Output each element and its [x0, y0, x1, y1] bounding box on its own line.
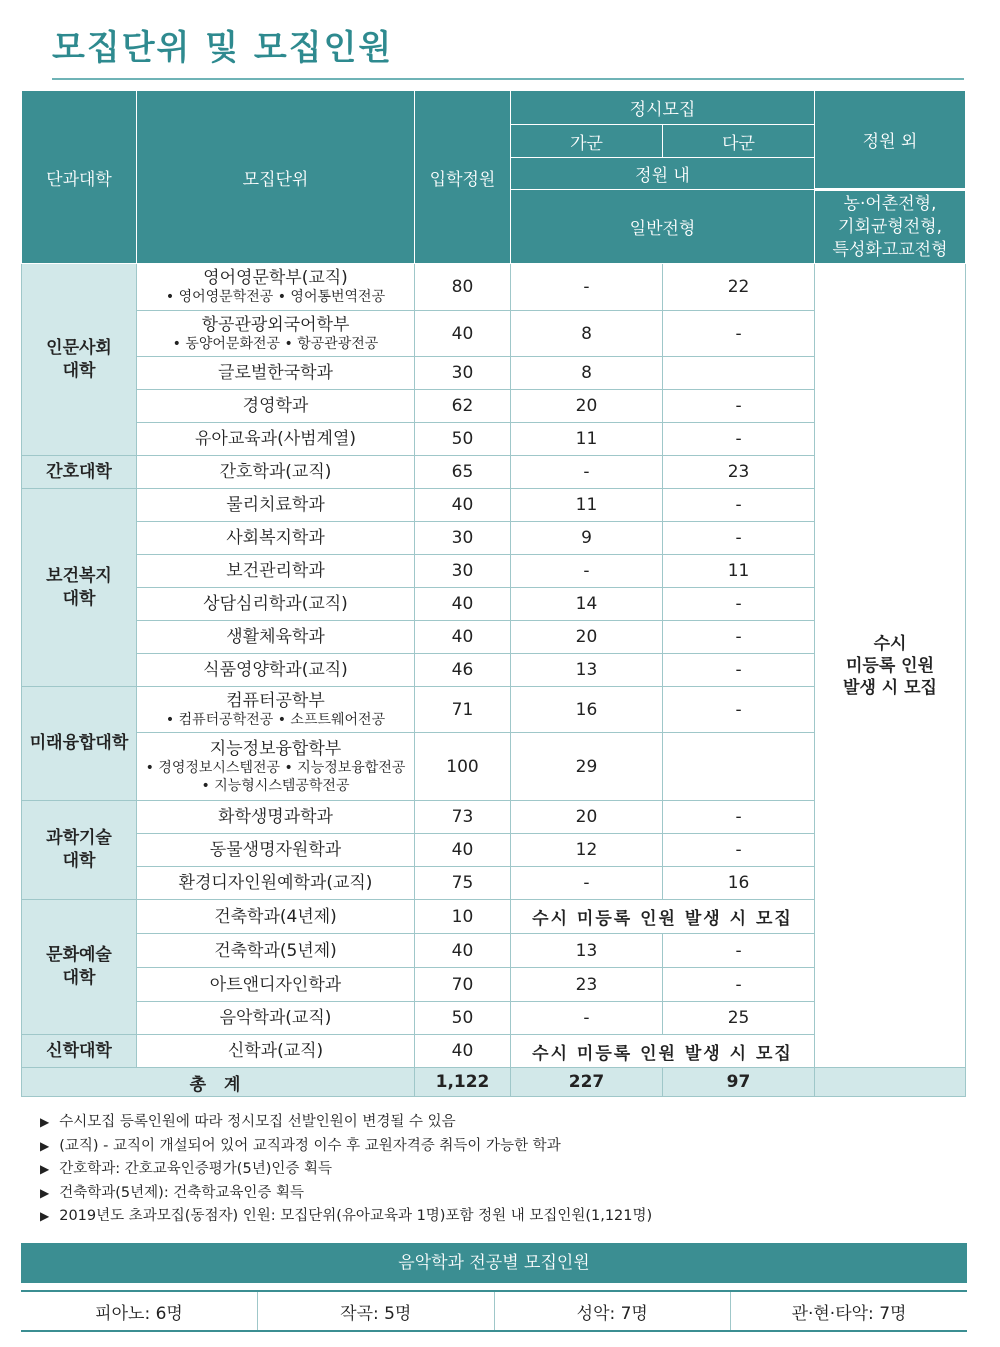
music-table: [21, 1290, 967, 1332]
quota-cell: 30: [415, 522, 511, 555]
header-outside: 정원 외: [815, 91, 966, 190]
dept-cell: [137, 621, 415, 654]
ga-cell: -: [511, 555, 663, 588]
da-cell: [663, 357, 815, 390]
da-cell: -: [663, 311, 815, 357]
ga-cell: 16: [511, 687, 663, 733]
triangle-bullet-icon: ▶: [40, 1138, 50, 1153]
ga-cell: 20: [511, 621, 663, 654]
ga-cell: 12: [511, 834, 663, 867]
quota-cell: 62: [415, 390, 511, 423]
da-cell: [663, 733, 815, 801]
college-name: 대학: [62, 851, 96, 871]
dept-majors: • 동양어문화전공 • 항공관광전공: [172, 335, 379, 352]
da-cell: -: [663, 968, 815, 1002]
da-cell: 11: [663, 555, 815, 588]
dept-name: 음악학과(교직): [219, 1008, 332, 1028]
note-text: 건축학과(5년제): 건축학교육인증 획득: [59, 1184, 304, 1201]
outside-type-1: 농·어촌전형,: [843, 193, 937, 214]
music-item-composition: 작곡: 5명: [258, 1291, 495, 1331]
dept-cell: [137, 1002, 415, 1035]
ga-cell: 29: [511, 733, 663, 801]
dept-majors: • 경영정보시스템전공 • 지능정보융합전공: [145, 759, 406, 776]
dept-cell: [137, 801, 415, 834]
dept-cell: [137, 456, 415, 489]
ga-cell: -: [511, 264, 663, 311]
ga-cell: 9: [511, 522, 663, 555]
college-name: 문화예술: [46, 945, 112, 965]
quota-cell: 80: [415, 264, 511, 311]
side-note-line: 미등록 인원: [846, 655, 935, 676]
ga-cell: -: [511, 867, 663, 900]
total-row: [22, 1068, 966, 1097]
header-college: 단과대학: [22, 91, 137, 264]
dept-cell: [137, 489, 415, 522]
note-text: 간호학과: 간호교육인증평가(5년)인증 획득: [59, 1161, 332, 1177]
dept-cell: [137, 733, 415, 801]
dept-name: 식품영양학과(교직): [203, 660, 348, 680]
music-item-piano: 피아노: 6명: [21, 1291, 258, 1331]
dept-name: 동물생명자원학과: [209, 840, 342, 860]
quota-cell: 46: [415, 654, 511, 687]
college-cell: [22, 264, 137, 456]
quota-cell: 30: [415, 555, 511, 588]
note-item: [40, 1205, 652, 1229]
admission-table: [21, 90, 966, 1097]
dept-cell: [137, 423, 415, 456]
header-quota: 입학정원: [415, 91, 511, 264]
ga-cell: -: [511, 1002, 663, 1035]
dept-name: 글로벌한국학과: [218, 363, 333, 383]
da-cell: -: [663, 489, 815, 522]
dept-cell: [137, 390, 415, 423]
merged-note-cell: 수시 미등록 인원 발생 시 모집: [511, 900, 815, 934]
college-name: 대학: [62, 588, 96, 609]
college-name: 인문사회: [46, 337, 112, 358]
dept-name: 컴퓨터공학부: [226, 690, 325, 711]
total-outside: [815, 1068, 966, 1097]
da-cell: -: [663, 621, 815, 654]
da-cell: -: [663, 834, 815, 867]
dept-majors: • 영어영문학전공 • 영어통번역전공: [165, 289, 386, 305]
quota-cell: 10: [415, 900, 511, 934]
triangle-bullet-icon: ▶: [40, 1115, 50, 1129]
college-cell: [22, 900, 137, 1035]
total-label: 총 계: [22, 1068, 415, 1097]
da-cell: -: [663, 522, 815, 555]
ga-cell: 20: [511, 801, 663, 834]
dept-name: 경영학과: [242, 396, 309, 416]
dept-cell: [137, 867, 415, 900]
ga-cell: 13: [511, 934, 663, 968]
dept-cell: [137, 1035, 415, 1068]
college-cell: [22, 1035, 137, 1068]
quota-cell: 40: [415, 588, 511, 621]
quota-cell: 30: [415, 357, 511, 390]
college-name: 과학기술: [46, 828, 112, 848]
dept-cell: [137, 522, 415, 555]
music-section-title: 음악학과 전공별 모집인원: [21, 1243, 967, 1283]
header-regular: 정시모집: [511, 91, 815, 125]
dept-majors: • 지능형시스템공학전공: [201, 777, 350, 794]
quota-cell: 100: [415, 733, 511, 801]
music-item-vocal: 성악: 7명: [494, 1291, 731, 1331]
da-cell: 16: [663, 867, 815, 900]
music-item-instrument: 관·현·타악: 7명: [731, 1291, 968, 1331]
da-cell: -: [663, 801, 815, 834]
dept-cell: [137, 357, 415, 390]
da-cell: -: [663, 588, 815, 621]
quota-cell: 40: [415, 311, 511, 357]
da-cell: -: [663, 934, 815, 968]
quota-cell: 75: [415, 867, 511, 900]
note-text: (교직) - 교직이 개설되어 있어 교직과정 이수 후 교원자격증 취득이 가능한 학과: [59, 1137, 561, 1154]
total-da: 97: [663, 1068, 815, 1097]
ga-cell: 14: [511, 588, 663, 621]
outside-type-3: 특성화고교전형: [832, 239, 948, 260]
da-cell: 22: [663, 264, 815, 311]
quota-cell: 65: [415, 456, 511, 489]
header-unit: 모집단위: [137, 91, 415, 264]
quota-cell: 40: [415, 489, 511, 522]
dept-name: 유아교육과(사범계열): [194, 429, 357, 449]
dept-cell: [137, 934, 415, 968]
quota-cell: 40: [415, 621, 511, 654]
dept-cell: [137, 588, 415, 621]
triangle-bullet-icon: ▶: [40, 1209, 50, 1223]
title-divider: [52, 78, 964, 80]
quota-cell: 71: [415, 687, 511, 733]
dept-cell: [137, 311, 415, 357]
total-ga: 227: [511, 1068, 663, 1097]
dept-name: 간호학과(교직): [219, 462, 332, 482]
college-name: 신학대학: [46, 1040, 112, 1061]
dept-cell: [137, 687, 415, 733]
dept-name: 환경디자인원예학과(교직): [178, 873, 373, 893]
side-note-cell: [815, 264, 966, 1068]
college-name: 미래융합대학: [29, 733, 129, 753]
dept-name: 생활체육학과: [226, 627, 325, 647]
college-name: 대학: [62, 360, 96, 381]
dept-cell: [137, 968, 415, 1002]
quota-cell: 40: [415, 934, 511, 968]
dept-cell: [137, 555, 415, 588]
da-cell: 23: [663, 456, 815, 489]
da-cell: -: [663, 687, 815, 733]
college-name: 간호대학: [46, 461, 112, 482]
dept-cell: [137, 264, 415, 311]
quota-cell: 50: [415, 1002, 511, 1035]
merged-note-cell: 수시 미등록 인원 발생 시 모집: [511, 1035, 815, 1068]
outside-type-2: 기회균형전형,: [838, 216, 942, 237]
dept-name: 화학생명과학과: [218, 807, 333, 827]
dept-majors: • 컴퓨터공학전공 • 소프트웨어전공: [165, 711, 386, 728]
ga-cell: 11: [511, 423, 663, 456]
quota-cell: 70: [415, 968, 511, 1002]
note-text: 2019년도 초과모집(동점자) 인원: 모집단위(유아교육과 1명)포함 정원 내 모집인원(1,121명): [59, 1208, 653, 1224]
header-da: 다군: [663, 125, 815, 158]
note-item: [40, 1182, 652, 1206]
college-cell: [22, 489, 137, 687]
dept-name: 보건관리학과: [226, 561, 325, 581]
dept-name: 물리치료학과: [226, 495, 325, 515]
header-outside-types: [815, 190, 966, 264]
dept-cell: [137, 654, 415, 687]
dept-cell: [137, 900, 415, 934]
quota-cell: 40: [415, 834, 511, 867]
dept-name: 지능정보융합학부: [209, 738, 342, 759]
table-row: [22, 264, 966, 311]
side-note-line: 수시: [873, 633, 907, 654]
dept-name: 아트앤디자인학과: [209, 974, 342, 995]
total-quota: 1,122: [415, 1068, 511, 1097]
page-title: 모집단위 및 모집인원: [52, 28, 394, 68]
header-general: 일반전형: [511, 190, 815, 264]
header-ga: 가군: [511, 125, 663, 158]
college-name: 보건복지: [46, 565, 112, 586]
quota-cell: 50: [415, 423, 511, 456]
dept-name: 사회복지학과: [226, 528, 325, 548]
ga-cell: 23: [511, 968, 663, 1002]
quota-cell: 73: [415, 801, 511, 834]
header-within: 정원 내: [511, 158, 815, 190]
college-cell: [22, 801, 137, 900]
dept-name: 상담심리학과(교직): [203, 594, 348, 614]
notes-list: [40, 1111, 652, 1229]
dept-name: 건축학과(4년제): [214, 906, 337, 927]
ga-cell: -: [511, 456, 663, 489]
ga-cell: 13: [511, 654, 663, 687]
ga-cell: 11: [511, 489, 663, 522]
da-cell: -: [663, 423, 815, 456]
college-cell: [22, 456, 137, 489]
dept-cell: [137, 834, 415, 867]
da-cell: -: [663, 654, 815, 687]
note-text: 수시모집 등록인원에 따라 정시모집 선발인원이 변경될 수 있음: [59, 1114, 456, 1130]
dept-name: 영어영문학부(교직): [203, 268, 348, 288]
ga-cell: 8: [511, 311, 663, 357]
note-item: [40, 1158, 652, 1182]
college-name: 대학: [62, 968, 96, 988]
ga-cell: 20: [511, 390, 663, 423]
dept-name: 건축학과(5년제): [214, 940, 337, 961]
triangle-bullet-icon: ▶: [40, 1185, 50, 1200]
note-item: [40, 1135, 652, 1159]
dept-name: 항공관광외국어학부: [201, 314, 350, 335]
dept-name: 신학과(교직): [227, 1041, 324, 1061]
quota-cell: 40: [415, 1035, 511, 1068]
da-cell: 25: [663, 1002, 815, 1035]
ga-cell: 8: [511, 357, 663, 390]
college-cell: [22, 687, 137, 801]
da-cell: -: [663, 390, 815, 423]
side-note-line: 발생 시 모집: [843, 677, 937, 698]
note-item: [40, 1111, 652, 1135]
triangle-bullet-icon: ▶: [40, 1162, 50, 1176]
